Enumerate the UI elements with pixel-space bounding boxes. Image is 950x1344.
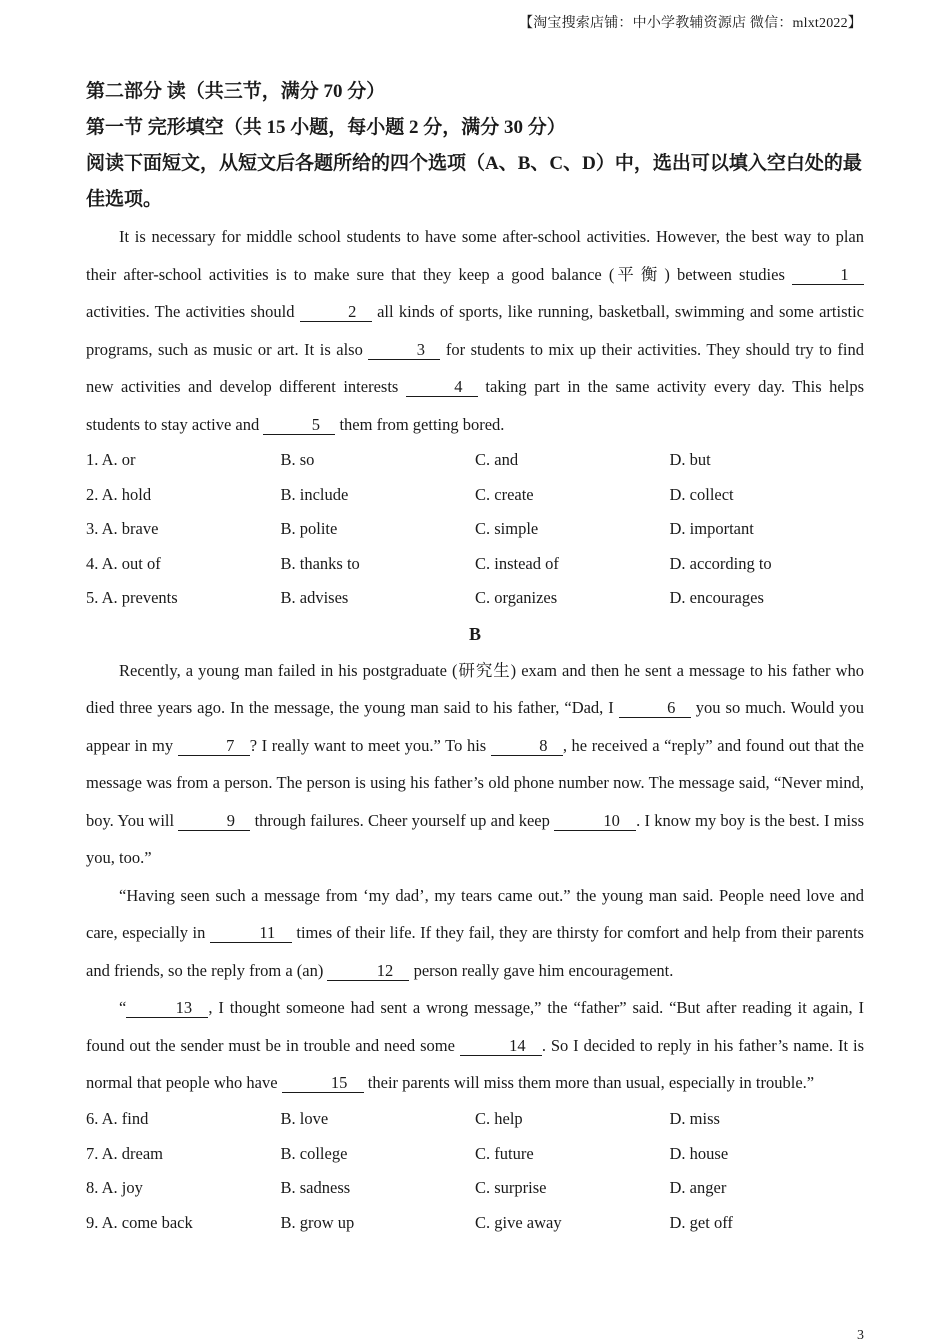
section-title: 第一节 完形填空（共 15 小题，每小题 2 分，满分 30 分） — [86, 117, 566, 138]
blank-6: 6 — [619, 699, 691, 718]
blank-9: 9 — [178, 812, 250, 831]
blank-7: 7 — [178, 737, 250, 756]
passage-b-label: B — [468, 623, 481, 644]
blank-11: 11 — [210, 924, 292, 943]
option-row: 1. A. or B. so C. and D. but — [86, 450, 711, 469]
passage-b-paragraph-2: “Having seen such a message from ‘my dad’, my tears came out.” the young man said. People need love and care, especially in 11 times of their life. If they fail, they are thirsty for comfort and help from their parents and friends, so the reply from a (an) 12 person really gave him encouragement. — [86, 885, 864, 980]
passage-b-paragraph-1: Recently, a young man failed in his postgraduate (研究生) exam and then he sent a message to his father who died three years ago. In the message, the young man said to his father, “Dad, I 6 you so much. Would you appear in my 7 ? I really want to meet you.” To his 8 , he received a “reply” and found out that the message was from a person. The person is using his father’s old phone number now. The message said, “Never mind, boy. You will 9 through failures. Cheer yourself up and keep 10 . I know my boy is the best. I miss you, too.” — [86, 660, 865, 868]
option-row: 6. A. find B. love C. help D. miss — [86, 1108, 720, 1128]
option-row: 3. A. brave B. polite C. simple D. important — [86, 519, 754, 539]
page-content — [86, 74, 864, 1240]
option-row: 9. A. come back B. grow up C. give away D. get off — [86, 1212, 733, 1232]
chinese-gloss: 平衡 — [614, 264, 665, 284]
option-row: 5. A. prevents B. advises C. organizes D. encourages — [86, 588, 764, 608]
options-a — [86, 443, 864, 616]
option-row: 8. A. joy B. sadness C. surprise D. anger — [86, 1178, 727, 1198]
blank-2: 2 — [300, 303, 372, 322]
blank-8: 8 — [491, 737, 563, 756]
blank-14: 14 — [460, 1037, 542, 1056]
passage-b-paragraph-3: “ 13 , I thought someone had sent a wrong message,” the “father” said. “But after reading it again, I found out the sender must be in trouble and need some 14 . So I decided to reply in his father’s name. It is normal that people who have 15 their parents will miss them more than usual, especially in trouble.” — [86, 998, 864, 1093]
page-number: 3 — [857, 1328, 864, 1343]
blank-5: 5 — [263, 416, 335, 435]
blank-12: 12 — [327, 962, 409, 981]
blank-13: 13 — [126, 999, 208, 1018]
blank-4: 4 — [406, 378, 478, 397]
header-note: 【淘宝搜索店铺：中小学教辅资源店 微信：mlxt2022】 — [519, 16, 862, 31]
part-title: 第二部分 读（共三节，满分 70 分） — [86, 81, 386, 102]
option-row: 7. A. dream B. college C. future D. house — [86, 1143, 729, 1163]
option-row: 4. A. out of B. thanks to C. instead of D. according to — [86, 553, 772, 573]
option-row: 2. A. hold B. include C. create D. collect — [86, 484, 734, 504]
blank-1: 1 — [792, 266, 864, 285]
passage-a-paragraph: It is necessary for middle school students to have some after-school activities. However, the best way to plan their after-school activities is to make sure that they keep a good balance (平衡) between studies 1 activities. The activities should 2 all kinds of sports, like running, basketball, swimming and some artistic programs, such as music or art. It is also 3 for students to mix up their activities. They should try to find new activities and develop different interests 4 taking part in the same activity every day. This helps students to stay active and 5 them from getting bored. — [86, 227, 864, 434]
blank-10: 10 — [554, 812, 636, 831]
instruction: 阅读下面短文，从短文后各题所给的四个选项（A、B、C、D）中，选出可以填入空白处的最佳选项。 — [86, 153, 862, 210]
options-b — [86, 1102, 864, 1240]
blank-3: 3 — [368, 341, 440, 360]
blank-15: 15 — [282, 1074, 364, 1093]
